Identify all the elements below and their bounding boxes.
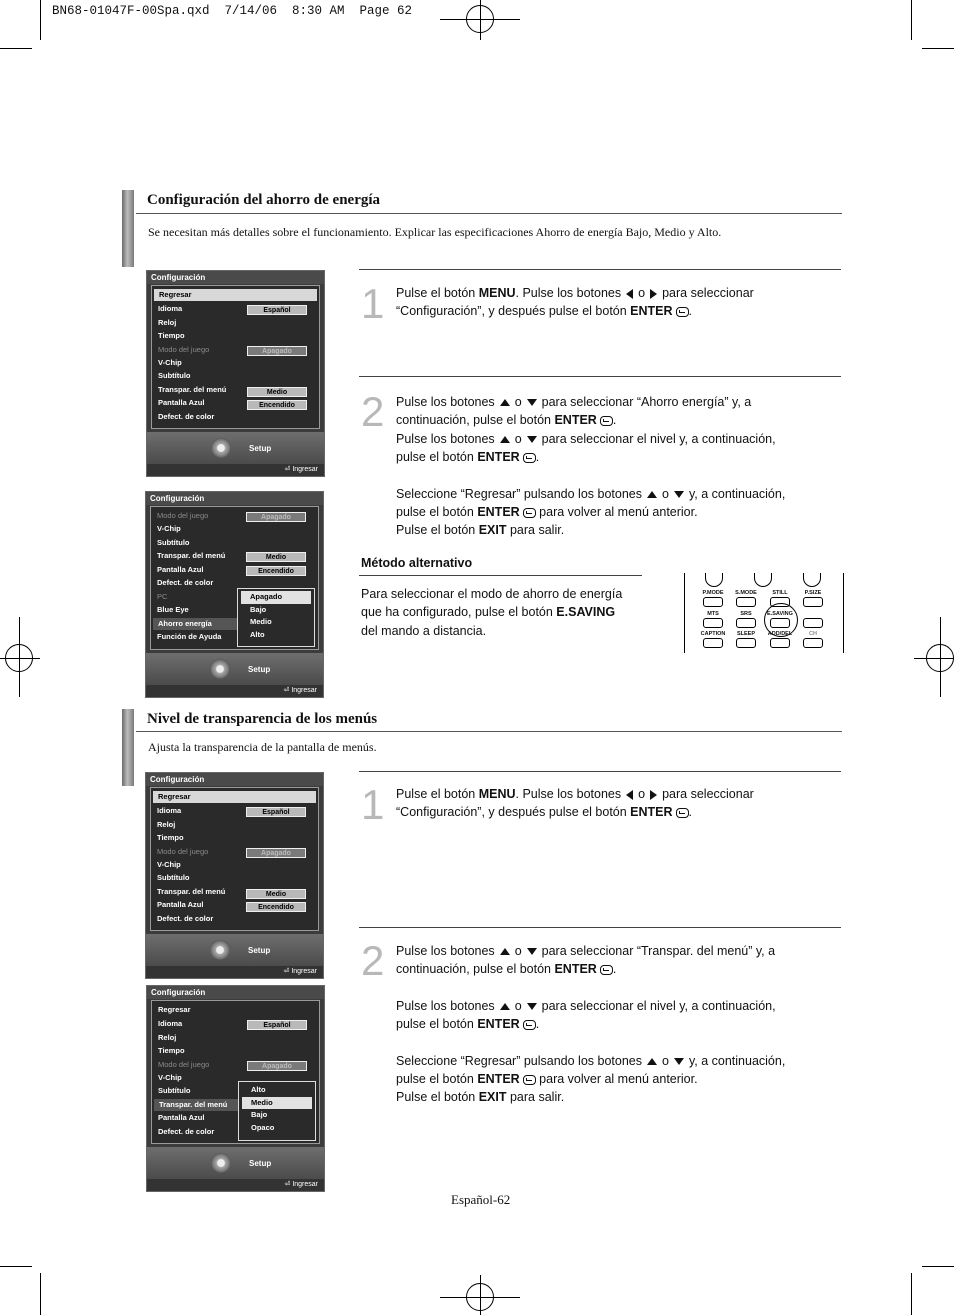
remote-label: P.SIZE bbox=[804, 590, 822, 596]
up-arrow-icon bbox=[500, 399, 510, 406]
section-description: Ajusta la transparencia de la pantalla de menús. bbox=[148, 740, 377, 754]
menu-footer bbox=[146, 653, 323, 686]
menu-item-pc: PC bbox=[157, 592, 168, 601]
gear-icon bbox=[211, 438, 231, 458]
crop-mark bbox=[911, 1273, 912, 1315]
remote-label: ADD/DEL bbox=[767, 631, 793, 637]
section-rule bbox=[136, 213, 842, 214]
crop-mark bbox=[922, 1266, 954, 1267]
menu-item-defect[interactable]: Defect. de color bbox=[157, 578, 214, 587]
file-info-header: BN68-01047F-00Spa.qxd 7/14/06 8:30 AM Page 62 bbox=[52, 4, 413, 18]
section-bar bbox=[122, 190, 134, 267]
menu-item-vchip[interactable]: V-Chip bbox=[158, 358, 182, 367]
menu-item-subtitulo[interactable]: Subtítulo bbox=[157, 538, 190, 547]
popup-option[interactable]: Bajo bbox=[250, 604, 267, 614]
up-arrow-icon bbox=[647, 491, 657, 498]
up-arrow-icon bbox=[500, 436, 510, 443]
menu-item-pantalla-azul[interactable]: Pantalla Azul bbox=[157, 565, 204, 574]
menu-status: ⏎ Ingresar bbox=[146, 966, 323, 978]
menu-item-pantalla-azul[interactable]: Pantalla Azul bbox=[158, 398, 205, 407]
up-arrow-icon bbox=[500, 948, 510, 955]
remote-button bbox=[754, 573, 772, 587]
menu-list bbox=[150, 506, 319, 650]
remote-button bbox=[803, 573, 821, 587]
up-arrow-icon bbox=[647, 1058, 657, 1065]
step-rule bbox=[359, 269, 841, 270]
step-number: 2 bbox=[361, 388, 385, 435]
menu-item-defect[interactable]: Defect. de color bbox=[158, 1127, 215, 1136]
crop-mark bbox=[40, 0, 41, 40]
menu-item-idioma[interactable]: Idioma bbox=[157, 806, 182, 815]
section-title-energy: Configuración del ahorro de energía bbox=[147, 192, 381, 208]
menu-item-transpar[interactable]: Transpar. del menú bbox=[158, 385, 227, 394]
gear-icon bbox=[211, 1153, 231, 1173]
section-description: Se necesitan más detalles sobre el funcionamiento. Explicar las especificaciones Ahorro de energía Bajo, Medio y Alto. bbox=[148, 225, 722, 239]
crop-mark bbox=[480, 0, 481, 40]
left-arrow-icon bbox=[626, 790, 633, 800]
menu-item-transpar[interactable]: Transpar. del menú bbox=[157, 887, 226, 896]
crop-mark bbox=[480, 1275, 481, 1315]
enter-icon bbox=[600, 965, 613, 975]
setup-label: Setup bbox=[249, 1159, 272, 1168]
menu-item-defect[interactable]: Defect. de color bbox=[157, 914, 214, 923]
menu-status: ⏎ Ingresar bbox=[147, 464, 324, 476]
menu-value: Encendido bbox=[247, 400, 307, 410]
popup-option[interactable]: Alto bbox=[250, 629, 265, 639]
menu-item-tiempo[interactable]: Tiempo bbox=[158, 1046, 185, 1055]
remote-button bbox=[803, 597, 823, 607]
right-arrow-icon bbox=[650, 289, 657, 299]
menu-item-regresar[interactable]: Regresar bbox=[158, 1005, 191, 1014]
menu-item-subtitulo[interactable]: Subtítulo bbox=[158, 1086, 191, 1095]
enter-icon bbox=[523, 453, 536, 463]
step-rule bbox=[359, 771, 841, 772]
section-bar bbox=[122, 709, 134, 786]
remote-button bbox=[703, 638, 723, 648]
menu-title: Configuración bbox=[147, 986, 324, 999]
remote-label: MTS bbox=[707, 611, 719, 617]
step-number: 1 bbox=[361, 781, 385, 828]
popup-option[interactable]: Apagado bbox=[241, 591, 311, 604]
menu-value: Español bbox=[247, 305, 307, 315]
crop-mark bbox=[0, 1266, 32, 1267]
menu-value: Español bbox=[246, 807, 306, 817]
crop-mark bbox=[440, 19, 520, 20]
enter-icon bbox=[676, 808, 689, 818]
menu-value: Apagado bbox=[247, 1061, 307, 1071]
page-number: Español-62 bbox=[451, 1192, 511, 1207]
step-1-text: Pulse el botón MENU. Pulse los botones o para seleccionar “Configuración”, y después pulse el botón ENTER . bbox=[396, 286, 754, 319]
section-rule bbox=[136, 731, 842, 732]
menu-value: Medio bbox=[246, 889, 306, 899]
down-arrow-icon bbox=[674, 1058, 684, 1065]
menu-item-pantalla-azul[interactable]: Pantalla Azul bbox=[157, 900, 204, 909]
remote-button bbox=[703, 597, 723, 607]
popup-option[interactable]: Bajo bbox=[251, 1110, 268, 1119]
menu-list bbox=[150, 787, 319, 931]
step-rule bbox=[359, 927, 841, 928]
menu-value: Encendido bbox=[246, 566, 306, 576]
remote-button bbox=[703, 618, 723, 628]
remote-label: S.MODE bbox=[735, 590, 757, 596]
crop-mark bbox=[911, 0, 912, 40]
menu-item-tiempo[interactable]: Tiempo bbox=[157, 833, 184, 842]
alt-method-title: Método alternativo bbox=[361, 556, 473, 570]
menu-title: Configuración bbox=[146, 492, 323, 505]
enter-icon: ⏎ bbox=[283, 687, 292, 694]
menu-footer bbox=[146, 934, 323, 967]
menu-item-vchip[interactable]: V-Chip bbox=[157, 524, 181, 533]
popup-option[interactable]: Medio bbox=[242, 1097, 312, 1110]
up-arrow-icon bbox=[500, 1003, 510, 1010]
remote-button bbox=[736, 638, 756, 648]
remote-button bbox=[736, 597, 756, 607]
down-arrow-icon bbox=[527, 948, 537, 955]
setup-label: Setup bbox=[249, 444, 272, 453]
menu-value: Español bbox=[247, 1020, 307, 1030]
menu-list bbox=[151, 285, 320, 429]
setup-label: Setup bbox=[248, 946, 271, 955]
step-rule bbox=[359, 376, 841, 377]
enter-icon bbox=[523, 1020, 536, 1030]
menu-item-defect[interactable]: Defect. de color bbox=[158, 412, 215, 421]
remote-control-illustration bbox=[684, 573, 844, 653]
menu-footer bbox=[147, 1147, 324, 1180]
menu-value: Apagado bbox=[246, 848, 306, 858]
step-2-text: Pulse los botones o para seleccionar “Ahorro energía” y, a continuación, pulse el botón ENTER . Pulse los botones o para seleccionar el nivel y, a continuación, pulse el botón ENTER . Seleccione “Regresar” pulsando los botones o y, a continuación, pulse el botón ENTER para volver al menú anterior. Pulse el botón EXIT para salir. bbox=[396, 395, 786, 538]
enter-icon bbox=[523, 508, 536, 518]
step-1-text: Pulse el botón MENU. Pulse los botones o para seleccionar “Configuración”, y después pulse el botón ENTER . bbox=[396, 787, 754, 820]
menu-item-ahorro[interactable]: Ahorro energía bbox=[153, 618, 238, 630]
menu-item-ayuda[interactable]: Función de Ayuda bbox=[157, 632, 222, 641]
alt-method-rule bbox=[359, 575, 642, 576]
ch-down-button bbox=[803, 638, 823, 648]
menu-value: Medio bbox=[246, 552, 306, 562]
step-number: 2 bbox=[361, 937, 385, 984]
remote-label: CH bbox=[809, 631, 817, 637]
section-title-transparency: Nivel de transparencia de los menús bbox=[147, 711, 378, 727]
menu-item-reloj[interactable]: Reloj bbox=[158, 318, 177, 327]
menu-status: ⏎ Ingresar bbox=[146, 685, 323, 697]
step-number: 1 bbox=[361, 280, 385, 327]
setup-label: Setup bbox=[248, 665, 271, 674]
menu-status: ⏎ Ingresar bbox=[147, 1179, 324, 1191]
remote-label: STILL bbox=[772, 590, 788, 596]
step-2-text: Pulse los botones o para seleccionar “Transpar. del menú” y, a continuación, pulse el botón ENTER . Pulse los botones o para seleccionar el nivel y, a continuación, pulse el botón ENTER . Seleccione “Regresar” pulsando los botones o y, a continuación, pulse el botón ENTER para volver al menú anterior. Pulse el botón EXIT para salir. bbox=[396, 944, 786, 1105]
menu-item-modo-juego: Modo del juego bbox=[158, 1060, 210, 1069]
enter-icon: ⏎ bbox=[283, 968, 292, 975]
down-arrow-icon bbox=[527, 1003, 537, 1010]
menu-item-modo-juego: Modo del juego bbox=[157, 847, 209, 856]
remote-label: E.SAVING bbox=[767, 611, 793, 617]
menu-item-regresar[interactable]: Regresar bbox=[153, 791, 316, 803]
menu-value: Apagado bbox=[247, 346, 307, 356]
crop-mark bbox=[922, 48, 954, 49]
remote-button bbox=[705, 573, 723, 587]
menu-value: Medio bbox=[247, 387, 307, 397]
tv-menu-config-4 bbox=[146, 985, 325, 1192]
remote-label: P.MODE bbox=[702, 590, 724, 596]
menu-item-vchip[interactable]: V-Chip bbox=[158, 1073, 182, 1082]
menu-item-modo-juego: Modo del juego bbox=[158, 345, 210, 354]
menu-list bbox=[151, 1000, 320, 1144]
popup-transparency-options bbox=[238, 1081, 316, 1141]
menu-value: Encendido bbox=[246, 902, 306, 912]
menu-item-reloj[interactable]: Reloj bbox=[158, 1033, 177, 1042]
menu-item-reloj[interactable]: Reloj bbox=[157, 820, 176, 829]
tv-menu-config-1 bbox=[146, 270, 325, 477]
menu-item-regresar[interactable]: Regresar bbox=[154, 289, 317, 301]
menu-item-modo-juego: Modo del juego bbox=[157, 511, 209, 520]
enter-icon bbox=[523, 1075, 536, 1085]
enter-icon bbox=[600, 416, 613, 426]
menu-item-idioma[interactable]: Idioma bbox=[158, 1019, 183, 1028]
enter-icon bbox=[676, 307, 689, 317]
ch-up-button bbox=[803, 618, 823, 628]
menu-footer bbox=[147, 432, 324, 465]
menu-item-idioma[interactable]: Idioma bbox=[158, 304, 183, 313]
down-arrow-icon bbox=[674, 491, 684, 498]
remote-label: CAPTION bbox=[700, 631, 726, 637]
menu-item-pantalla-azul[interactable]: Pantalla Azul bbox=[158, 1113, 205, 1122]
enter-icon: ⏎ bbox=[284, 466, 293, 473]
crop-mark bbox=[914, 658, 954, 659]
enter-icon: ⏎ bbox=[284, 1181, 293, 1188]
menu-value: Apagado bbox=[246, 512, 306, 522]
crop-mark bbox=[19, 617, 20, 697]
gear-icon bbox=[210, 659, 230, 679]
popup-option[interactable]: Medio bbox=[250, 617, 272, 626]
menu-item-transpar[interactable]: Transpar. del menú bbox=[157, 551, 226, 560]
remote-label: SLEEP bbox=[736, 631, 756, 637]
menu-item-transpar[interactable]: Transpar. del menú bbox=[154, 1099, 239, 1111]
remote-button bbox=[736, 618, 756, 628]
menu-item-subtitulo[interactable]: Subtítulo bbox=[158, 371, 191, 380]
crop-mark bbox=[440, 1297, 520, 1298]
popup-option[interactable]: Alto bbox=[251, 1085, 266, 1094]
down-arrow-icon bbox=[527, 436, 537, 443]
menu-item-blue-eye[interactable]: Blue Eye bbox=[157, 605, 189, 614]
menu-item-vchip[interactable]: V-Chip bbox=[157, 860, 181, 869]
crop-mark bbox=[0, 658, 40, 659]
menu-item-tiempo[interactable]: Tiempo bbox=[158, 331, 185, 340]
menu-title: Configuración bbox=[146, 773, 323, 786]
left-arrow-icon bbox=[626, 289, 633, 299]
down-arrow-icon bbox=[527, 399, 537, 406]
right-arrow-icon bbox=[650, 790, 657, 800]
crop-mark bbox=[940, 617, 941, 697]
remote-button bbox=[770, 638, 790, 648]
tv-menu-config-3 bbox=[145, 772, 324, 979]
menu-item-subtitulo[interactable]: Subtítulo bbox=[157, 873, 190, 882]
alt-method-text: Para seleccionar el modo de ahorro de energía que ha configurado, pulse el botón E.SAVING del mando a distancia. bbox=[361, 587, 623, 638]
crop-mark bbox=[40, 1273, 41, 1315]
popup-ahorro-options bbox=[237, 588, 315, 647]
tv-menu-config-2 bbox=[145, 491, 324, 698]
popup-option[interactable]: Opaco bbox=[251, 1122, 275, 1132]
crop-mark bbox=[0, 48, 32, 49]
gear-icon bbox=[210, 940, 230, 960]
menu-title: Configuración bbox=[147, 271, 324, 284]
remote-label: SRS bbox=[740, 611, 752, 617]
